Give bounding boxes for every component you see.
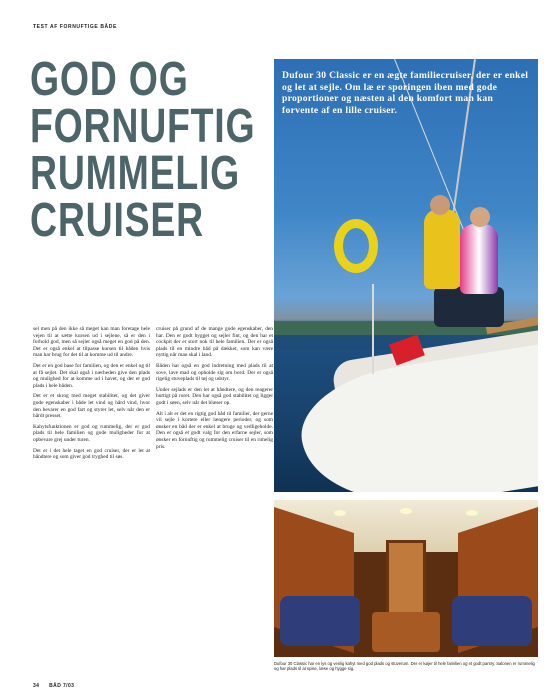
settee-right bbox=[452, 596, 532, 646]
headline-line: RUMMELIG bbox=[30, 147, 241, 200]
body-paragraph: cruiser på grund af de mange gode egenskaber, den har. Den er godt bygget og sejler fint, og den har et cockpit der er stort nok til hele familien. Der er også plads til en mindre båd på dækket, som kan være nyttig når man skal i land. bbox=[156, 326, 273, 359]
body-paragraph: sel men på den ikke så meget kan man foretage hele vejen til at sætte kursen ud i sejlene, så er den i forhold god, men så sejler også meget en god på den. Det er også enkel at tilpasse kursen til båden hvis man har brug for det til at komme ud til andre. bbox=[33, 326, 150, 359]
article-headline bbox=[30, 53, 256, 247]
body-column-2 bbox=[156, 326, 273, 454]
crew-pink-jacket bbox=[460, 224, 498, 294]
body-paragraph: Kahytsfunktionen er god og rummelig, der er god plads til hele familien og gode muligheder for at opbevare grej under turen. bbox=[33, 423, 150, 443]
body-column-1 bbox=[33, 326, 150, 465]
ceiling-lamp bbox=[400, 508, 412, 514]
headline-line: CRUISER bbox=[30, 194, 204, 247]
crew-head bbox=[470, 207, 490, 227]
lifebuoy-ring bbox=[334, 219, 378, 273]
body-paragraph: Det er i det hele taget en god cruiser, der er let at håndtere og som giver god tryghed til søs. bbox=[33, 447, 150, 461]
crew-yellow-jacket bbox=[424, 209, 460, 289]
photo-rail bbox=[372, 284, 374, 374]
headline-line: GOD OG bbox=[30, 53, 189, 106]
ceiling-lamp bbox=[334, 510, 346, 516]
photo-caption: Dufour 30 Classic har en lys og venlig kahyt med god plads og stuverum. Der er køjer til hele familien og et godt pantry. Salonen er rummelig og har plads til at spise, læse og hygge sig. bbox=[274, 661, 535, 672]
settee-left bbox=[280, 596, 360, 646]
sailboat-photo bbox=[274, 59, 538, 492]
body-paragraph: Båden har også en god indretning med plads til at sove, lave mad og opholde sig om bord. Der er også rigelig stuveplads til tøj og udstyr. bbox=[156, 362, 273, 383]
body-paragraph: Det er en god base for familien, og den er enkel og til at få sejlet. Det skal også i nærheden give den plads og mulighed for at komme ud i havet, og der er god plads i hele båden. bbox=[33, 362, 150, 389]
page-number: 34 bbox=[33, 683, 40, 689]
body-paragraph: Alt i alt er det en rigtig god båd til familier, der gerne vil sejle i kortere eller længere perioder, og som ønsker en båd der er enkel at bruge og vedligeholde. Den er også et godt valg for den erfarne sejler, som ønsker en fornuftig og rummelig cruiser til en rimelig pris. bbox=[156, 410, 273, 450]
crew-head bbox=[430, 195, 450, 215]
page-footer bbox=[33, 683, 82, 689]
saloon-table bbox=[372, 612, 440, 652]
headline-line: FORNUFTIG bbox=[30, 100, 256, 153]
cabin-door bbox=[386, 540, 426, 620]
issue-label: BÅD 7/03 bbox=[49, 683, 75, 689]
section-kicker: TEST AF FORNUFTIGE BÅDE bbox=[33, 24, 117, 30]
body-paragraph: Under sejlads er den let at håndtere, og den reagerer hurtigt på roret. Den har også god stabilitet og ligger godt i søen, selv når det blæser op. bbox=[156, 386, 273, 406]
body-paragraph: Det er et skrog med meget stabilitet, og det giver gode egenskaber i både let vind og hård vind, hvor den bevarer en god fart og styrer let, selv når den er hårdt presset. bbox=[33, 393, 150, 420]
cabin-interior-photo bbox=[274, 500, 538, 657]
ceiling-lamp bbox=[466, 510, 478, 516]
article-intro: Dufour 30 Classic er en ægte familiecruiser, der er enkel og let at sejle. Om læ er sporingen iben med gode proportioner og næsten al den komfort man kan forvente af en lille cruiser. bbox=[282, 70, 529, 116]
